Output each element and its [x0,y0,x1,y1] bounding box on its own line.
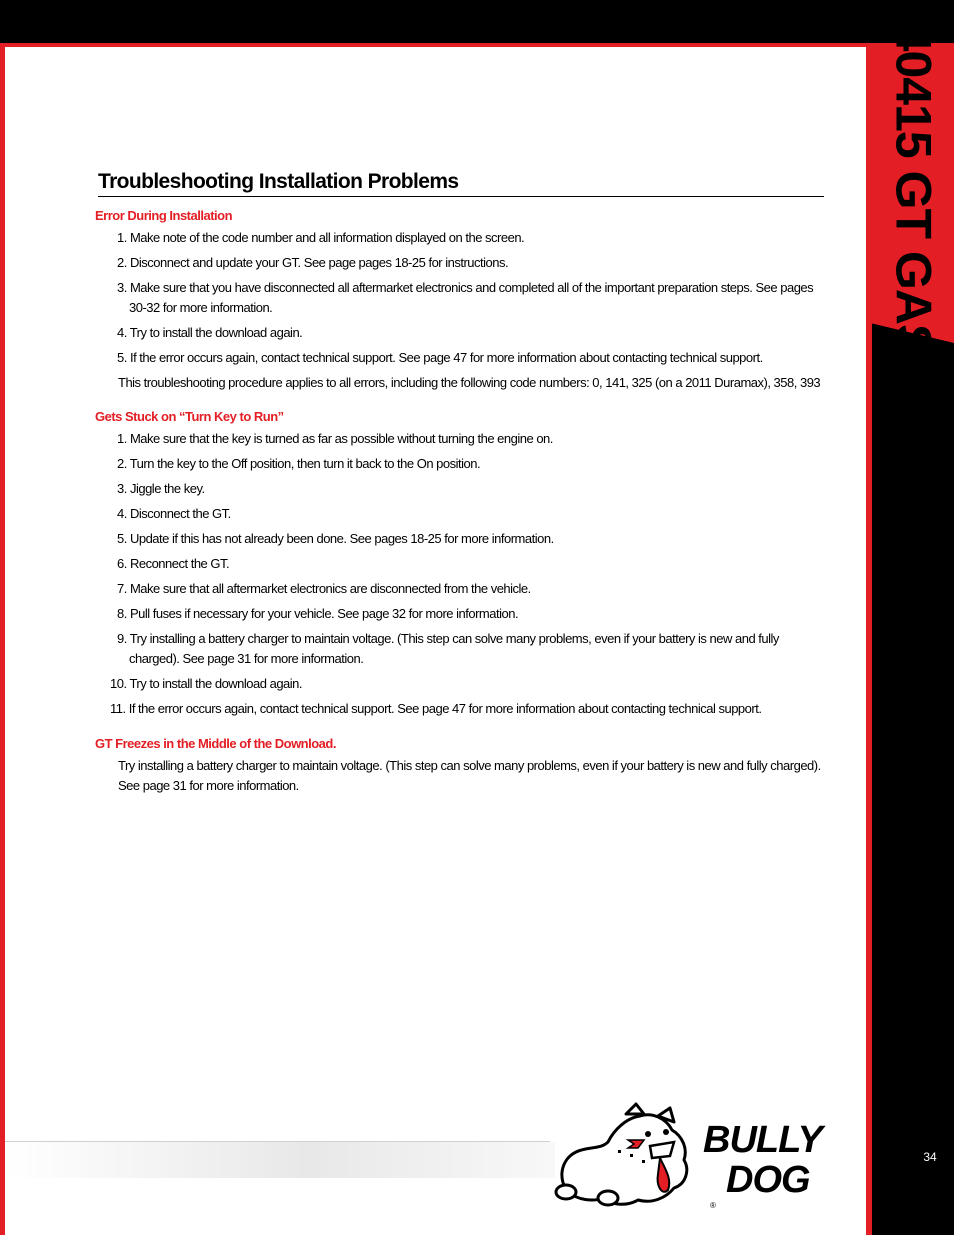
left-red-rule [0,43,5,1235]
section-title-gt-freezes: GT Freezes in the Middle of the Download. [95,736,336,751]
list-item: 7. Make sure that all aftermarket electronics are disconnected from the vehicle. [117,581,531,596]
list-item: 1. Make note of the code number and all information displayed on the screen. [117,230,525,245]
section-note: This troubleshooting procedure applies to all errors, including the following code numbers: 0, 141, 325 (on a 2011 Duramax), 358, 393 [118,375,821,390]
list-item: 1. Make sure that the key is turned as far as possible without turning the engine on. [117,431,553,446]
list-item: 2. Turn the key to the Off position, then turn it back to the On position. [117,456,481,471]
bulldog-mascot-icon [548,1100,848,1210]
side-tab-model-name: GT GAS [885,170,942,357]
footer-gradient-band [5,1142,555,1178]
list-item: 3. Jiggle the key. [117,481,205,496]
list-item: 3. Make sure that you have disconnected all aftermarket electronics and completed all of the important preparation steps. See pages 30-32 for more information. [117,280,814,315]
list-item: 5. If the error occurs again, contact technical support. See page 47 for more information about contacting technical support. [117,350,763,365]
list-item: 9. Try installing a battery charger to maintain voltage. (This step can solve many problems, even if your battery is new and fully charged). See page 31 for more information. [117,631,779,666]
list-item: 10. Try to install the download again. [110,676,303,691]
page-content [95,168,830,796]
logo-word-bully: BULLY [703,1119,822,1161]
page-title: Troubleshooting Installation Problems [98,168,824,197]
logo-word-dog: DOG [726,1159,810,1201]
registered-mark: ® [710,1201,716,1210]
section-note: Try installing a battery charger to maintain voltage. (This step can solve many problems, even if your battery is new and fully charged). See page 31 for more information. [118,758,821,793]
list-item: 4. Disconnect the GT. [117,506,231,521]
list-item: 5. Update if this has not already been done. See pages 18-25 for more information. [117,531,554,546]
top-red-rule [0,43,870,47]
list-item: 2. Disconnect and update your GT. See page pages 18-25 for instructions. [117,255,509,270]
list-item: 4. Try to install the download again. [117,325,303,340]
side-tab-model-number: 40415 [885,23,942,158]
side-tab-title [872,23,954,357]
section-title-error-during-installation: Error During Installation [95,208,233,223]
list-item: 11. If the error occurs again, contact technical support. See page 47 for more information about contacting technical support. [110,701,762,716]
page-number: 34 [923,1150,937,1164]
list-item: 8. Pull fuses if necessary for your vehicle. See page 32 for more information. [117,606,519,621]
bully-dog-logo [548,1100,848,1210]
list-item: 6. Reconnect the GT. [117,556,230,571]
section-title-turn-key-to-run: Gets Stuck on “Turn Key to Run” [95,409,284,424]
top-black-bar [0,0,954,43]
